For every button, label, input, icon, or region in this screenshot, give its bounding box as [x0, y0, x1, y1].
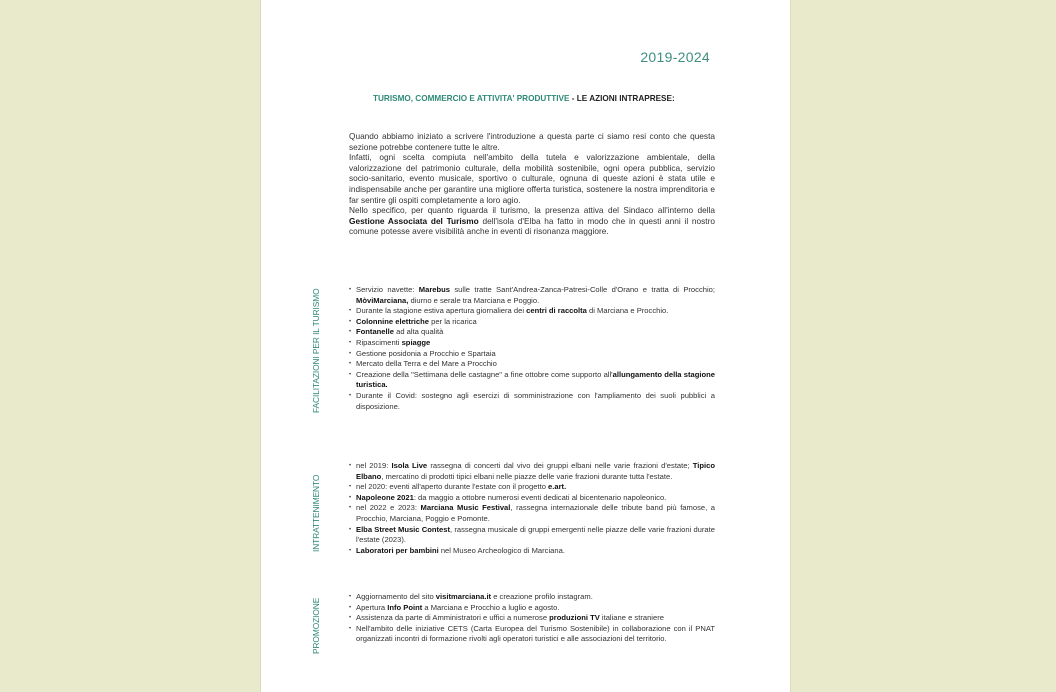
bold-text: allungamento della stagione turistica. [356, 369, 715, 390]
document-page [261, 0, 790, 692]
bold-text: Tipico Elbano [356, 461, 715, 481]
bold-text: Info Point [387, 602, 423, 612]
bold-text: spiagge [401, 337, 431, 347]
text: Infatti, ogni scelta compiuta nell'ambito della tutela e valorizzazione ambientale, della valorizzazione del patrimonio culturale, della mobilità sostenibile, ogni opera pubblica, servizio socio-sanitario, evento musicale, sportivo o culturale, ognuna di queste azioni è stata utile e indispensabile anche per garantire una migliore offerta turistica, sostenere la nostra imprenditoria e far sentire gli ospiti completamente a loro agio. [349, 152, 715, 205]
list-intrattenimento [349, 461, 715, 556]
text: nel 2019: [356, 461, 392, 470]
list-promozione [349, 592, 715, 645]
bold-text: Gestione Associata del Turismo [349, 215, 479, 226]
list-item [349, 613, 715, 624]
text: diurno e serale tra Marciana e Poggio. [408, 295, 540, 305]
list-item [349, 482, 715, 493]
text: per la ricarica [429, 316, 477, 326]
list-item [349, 503, 715, 524]
section-label-facilitazioni: FACILITAZIONI PER IL TURISMO [311, 288, 321, 413]
text: Servizio navette: [356, 285, 419, 294]
text: Quando abbiamo iniziato a scrivere l'introduzione a questa parte ci siamo resi conto che questa sezione potrebbe contenere tutte le altre. [349, 131, 715, 152]
list-item [349, 285, 715, 306]
year-range: 2019-2024 [640, 49, 710, 65]
list-item [349, 546, 715, 557]
text: nel 2022 e 2023: [356, 503, 421, 513]
bold-text: Elba Street Music Contest [356, 524, 450, 534]
text: Durante il Covid: sostegno agli esercizi di somministrazione con l'ampliamento dei suoli pubblici a disposizione. [356, 390, 715, 411]
text: e creazione profilo instagram. [491, 592, 593, 601]
text: ad alta qualità [393, 327, 444, 337]
list-item [349, 317, 715, 328]
bold-text: Napoleone 2021 [356, 492, 414, 502]
intro-paragraph [349, 152, 715, 205]
text: : da maggio a ottobre numerosi eventi dedicati al bicentenario napoleonico. [413, 492, 667, 502]
bold-text: Marebus [418, 285, 451, 294]
bold-text: Marciana Music Festival [420, 503, 511, 513]
intro-paragraph [349, 205, 715, 237]
bold-text: Colonnine elettriche [356, 316, 429, 326]
list-item [349, 370, 715, 391]
list-item [349, 338, 715, 349]
text: , mercatino di prodotti tipici elbani nelle piazze delle varie frazioni durante tutta l'estate. [381, 471, 673, 481]
intro-text [349, 131, 715, 237]
list-item [349, 349, 715, 360]
text: nel 2020: eventi all'aperto durante l'estate con il progetto [356, 482, 549, 492]
list-item [349, 391, 715, 412]
text: Mercato della Terra e del Mare a Procchio [356, 359, 497, 369]
list-item [349, 493, 715, 504]
text: Apertura [356, 602, 388, 612]
text: Gestione posidonia a Procchio e Spartaia [356, 348, 496, 358]
bold-text: Fontanelle [356, 327, 394, 337]
heading-suffix: - LE AZIONI INTRAPRESE: [569, 94, 675, 103]
text: rassegna di concerti dal vivo dei gruppi elbani nelle varie frazioni d'estate; [427, 461, 693, 470]
bold-text: MòviMarciana, [356, 295, 409, 305]
text: di Marciana e Procchio. [586, 306, 669, 316]
text: Nell'ambito delle iniziative CETS (Carta Europea del Turismo Sostenibile) in collaborazione con il PNAT organizzati incontri di formazione rivolti agli operatori turistici e alle associazioni del territorio. [356, 623, 715, 644]
list-item [349, 525, 715, 546]
bold-text: produzioni TV [549, 613, 600, 623]
text: dell'isola d'Elba ha fatto in modo che in questi anni il nostro comune potesse avere visibilità anche in eventi di risonanza maggiore. [349, 215, 715, 237]
list-facilitazioni [349, 285, 715, 412]
text: Creazione della "Settimana delle castagne" a fine ottobre come supporto all' [356, 369, 613, 379]
text: Assistenza da parte di Amministratori e uffici a numerose [356, 613, 550, 623]
text: , rassegna musicale di gruppi emergenti nelle piazze delle varie frazioni durate l'estate (2023). [356, 524, 715, 545]
intro-paragraph [349, 131, 715, 152]
bold-text: visitmarciana.it [435, 592, 492, 601]
text: sulle tratte Sant'Andrea-Zanca-Patresi-Colle d'Orano e tratta di Procchio; [450, 285, 715, 294]
bold-text: centri di raccolta [526, 306, 587, 316]
list-item [349, 461, 715, 482]
list-item [349, 359, 715, 370]
text: Ripascimenti [356, 337, 402, 347]
bold-text: Laboratori per bambini [356, 545, 439, 555]
list-item [349, 327, 715, 338]
text: Durante la stagione estiva apertura giornaliera dei [356, 306, 527, 316]
list-item [349, 603, 715, 614]
list-item [349, 592, 715, 603]
list-item [349, 624, 715, 645]
bold-text: e.art. [548, 482, 567, 492]
text: italiane e straniere [599, 613, 664, 623]
text: a Marciana e Procchio a luglio e agosto. [422, 602, 560, 612]
heading-topic: TURISMO, COMMERCIO E ATTIVITA' PRODUTTIVE [373, 94, 570, 103]
list-item [349, 306, 715, 317]
section-heading [373, 94, 675, 103]
text: Aggiornamento del sito [356, 592, 436, 601]
section-label-promozione: PROMOZIONE [311, 597, 321, 654]
text: , rassegna internazionale delle tribute band più famose, a Procchio, Marciana, Poggio e Pomonte. [356, 503, 715, 523]
text: Nello specifico, per quanto riguarda il turismo, la presenza attiva del Sindaco all'interno della [349, 205, 715, 216]
text: nel Museo Archeologico di Marciana. [438, 545, 565, 555]
section-label-intrattenimento: INTRATTENIMENTO [311, 474, 321, 552]
bold-text: Isola Live [391, 461, 428, 470]
